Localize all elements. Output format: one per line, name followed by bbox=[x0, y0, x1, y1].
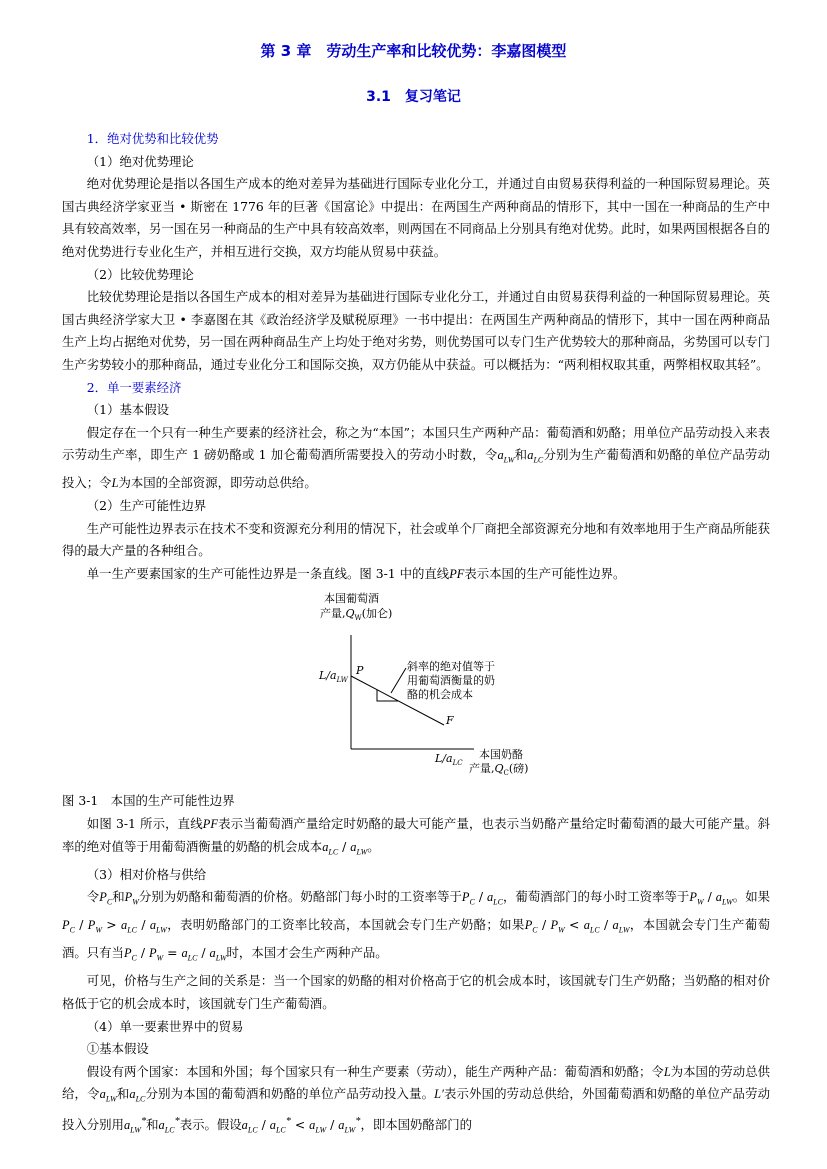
x-axis-title-line2: 产量$,Q_C$(磅) bbox=[469, 762, 529, 778]
paragraph-trade-assumptions: 假设有两个国家：本国和外国；每个国家只有一种生产要素（劳动），能生产两种产品：葡萄酒和奶酪；令L为本国的劳动总供给，令$a_{LW}$和$a_{LC}$分别为本国的葡萄酒和奶酪的单位产品劳动投入量。L′表示外国的劳动总供给，外国葡萄酒和奶酪的单位产品劳动投入分别用$a_{LW}^*$和$a_{LC}^*$表示。假设$a_{LC} / a_{LC}^* < a_{LW} / a_{LW}^*$，即本国奶酪部门的 bbox=[62, 1063, 771, 1135]
x-intercept-label: $L/a_{LC}$ bbox=[435, 752, 463, 768]
ppf-chart bbox=[62, 585, 770, 790]
subheading-relative-prices: （3）相对价格与供给 bbox=[86, 866, 207, 882]
note-leader bbox=[391, 668, 406, 693]
subheading-single-factor-trade: （4）单一要素世界中的贸易 bbox=[86, 1018, 244, 1034]
subheading-absolute-advantage: （1）绝对优势理论 bbox=[86, 153, 194, 169]
paragraph-price-production: 可见，价格与生产之间的关系是：当一个国家的奶酪的相对价格高于它的机会成本时，该国就专门生产奶酪；当奶酪的相对价格低于它的机会成本时，该国就专门生产葡萄酒。 bbox=[62, 973, 770, 1011]
y-axis-title-line2: 产量$,Q_W$(加仑) bbox=[320, 607, 393, 623]
document-body bbox=[62, 128, 770, 1143]
paragraph-figure-explanation: 如图 3-1 所示，直线PF表示当葡萄酒产量给定时奶酪的最大可能产量，也表示当奶酪产量给定时葡萄酒的最大可能产量。斜率的绝对值等于用葡萄酒衡量的奶酪的机会成本$a_{LC} / a_{LW}$。 bbox=[62, 815, 770, 856]
x-axis-title-line1: 本国奶酪 bbox=[479, 748, 523, 762]
paragraph-absolute-advantage: 绝对优势理论是指以各国生产成本的绝对差异为基础进行国际专业化分工，并通过自由贸易获得利益的一种国际贸易理论。英国古典经济学家亚当 • 斯密在 1776 年的巨著《国富论》中提出：在两国生产两种商品的情形下，其中一国在一种商品的生产中具有较高效率，另一国在另一种商品的生产中具有较高效率，则两国在不同商品上分别具有绝对优势。此时，如果两国根据各自的绝对优势进行专业化生产，并相互进行交换，双方均能从贸易中获益。 bbox=[62, 176, 770, 259]
slope-note-line1: 斜率的绝对值等于 bbox=[407, 660, 495, 674]
paragraph-ppf-line: 单一生产要素国家的生产可能性边界是一条直线。图 3-1 中的直线PF表示本国的生产可能性边界。 bbox=[86, 565, 626, 581]
paragraph-basic-assumptions: 假定存在一个只有一种生产要素的经济社会，称之为“本国”；本国只生产两种产品：葡萄酒和奶酪；用单位产品劳动投入来表示劳动生产率，即生产 1 磅奶酪或 1 加仑葡萄酒所需要投入的劳动小时数，令$a_{LW}$和$a_{LC}$分别为生产葡萄酒和奶酪的单位产品劳动投入；令L为本国的全部资源，即劳动总供给。 bbox=[62, 424, 771, 491]
subheading-comparative-advantage: （2）比较优势理论 bbox=[86, 266, 194, 282]
y-axis-title-line1: 本国葡萄酒 bbox=[324, 592, 379, 606]
y-intercept-label: $L/a_{LW}$ bbox=[319, 669, 348, 685]
chapter-title: 第 3 章 劳动生产率和比较优势：李嘉图模型 bbox=[260, 42, 567, 60]
figure-3-1 bbox=[62, 585, 770, 790]
paragraph-comparative-advantage: 比较优势理论是指以各国生产成本的相对差异为基础进行国际专业化分工，并通过自由贸易获得利益的一种国际贸易理论。英国古典经济学家大卫 • 李嘉图在其《政治经济学及赋税原理》一书中提出：在两国生产两种商品的情形下，其中一国在两种商品生产上均占据绝对优势，另一国在两种商品生产上均处于绝对劣势，则优势国可以专门生产优势较大的那种商品，劣势国可以专门生产劣势较小的那种商品，通过专业化分工和国际交换，双方仍能从中获益。可以概括为：“两利相权取其重，两弊相权取其轻”。 bbox=[62, 289, 770, 372]
subheading-basic-assumptions: （1）基本假设 bbox=[86, 402, 170, 418]
paragraph-ppf-definition: 生产可能性边界表示在技术不变和资源充分利用的情况下，社会或单个厂商把全部资源充分地和有效率地用于生产商品所能获得的最大产量的各种组合。 bbox=[62, 520, 770, 559]
slope-note-line2: 用葡萄酒衡量的奶 bbox=[407, 674, 495, 688]
slope-note-line3: 酪的机会成本 bbox=[407, 688, 473, 702]
point-f-label: F bbox=[446, 714, 454, 728]
heading-single-factor-economy: 2．单一要素经济 bbox=[86, 379, 182, 395]
point-p-label: P bbox=[356, 664, 364, 678]
subheading-trade-assumptions: ①基本假设 bbox=[86, 1041, 149, 1057]
section-title: 3.1 复习笔记 bbox=[366, 89, 461, 105]
paragraph-relative-prices: 令$P_C$和$P_W$分别为奶酪和葡萄酒的价格。奶酪部门每小时的工资率等于$P_C / a_{LC}$，葡萄酒部门的每小时工资率等于$P_W / a_{LW}$。如果$P_C / P_W > a_{LC} / a_{LW}$，表明奶酪部门的工资率比较高，本国就会专门生产奶酪；如果$P_C / P_W < a_{LC} / a_{LW}$，本国就会专门生产葡萄酒。只有当$P_C / P_W = a_{LC} / a_{LW}$时，本国才会生产两种产品。 bbox=[62, 889, 771, 963]
figure-caption: 图 3-1 本国的生产可能性边界 bbox=[62, 793, 235, 809]
heading-absolute-comparative: 1．绝对优势和比较优势 bbox=[86, 131, 219, 146]
subheading-ppf: （2）生产可能性边界 bbox=[86, 497, 207, 513]
